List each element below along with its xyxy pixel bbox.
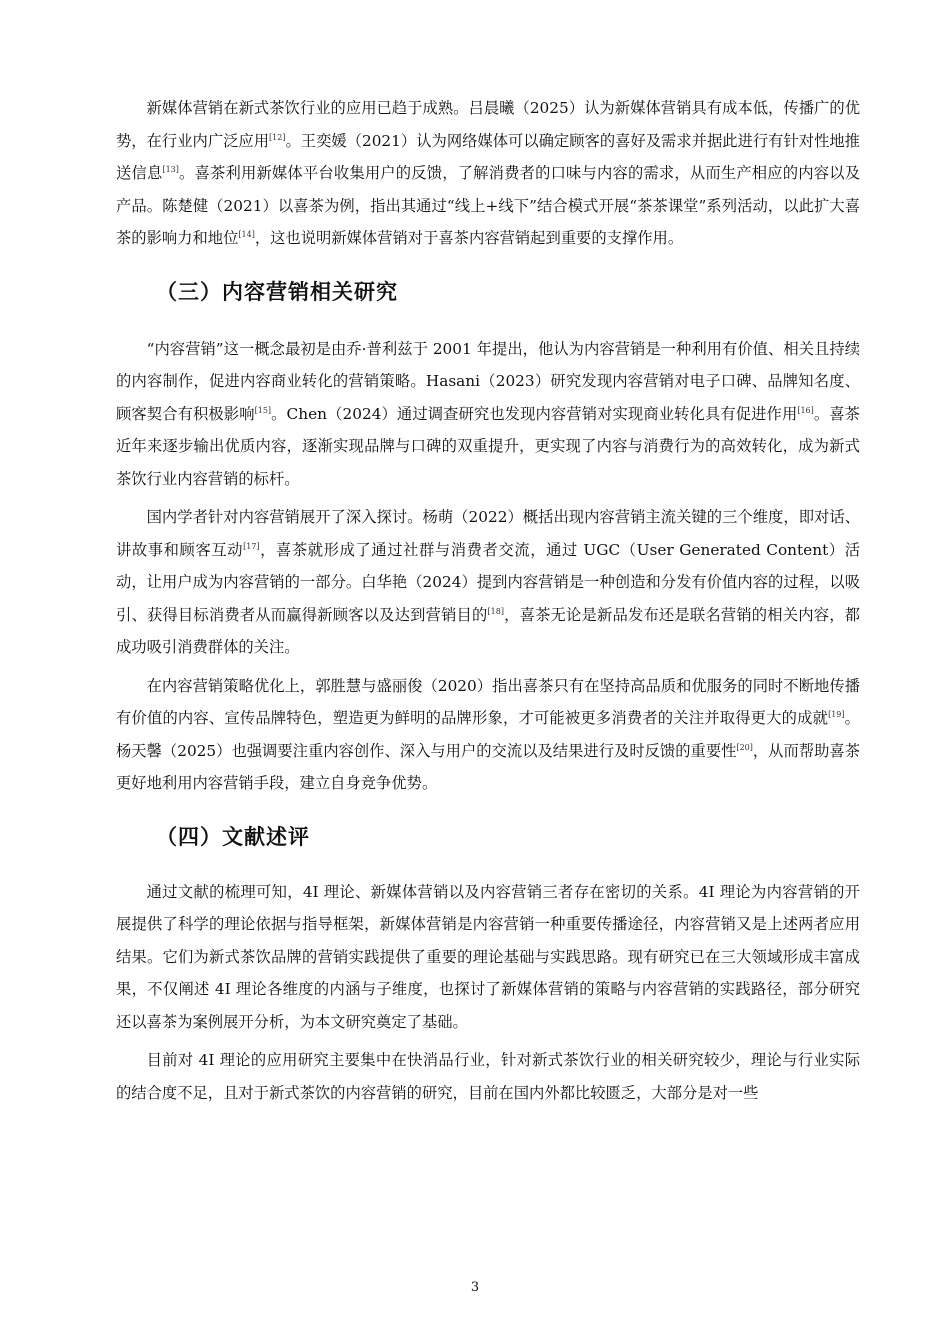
paragraph-text: 。喜茶利用新媒体平台收集用户的反馈，了解消费者的口味与内容的需求，从而生产相应的内容以及产品。陈楚健（2021）以喜茶为例，指出其通过“线上+线下”结合模式开展“茶茶课堂”系列活动，以此扩大喜茶的影响力和地位 (116, 164, 860, 247)
section-heading-content-marketing: （三）内容营销相关研究 (156, 279, 398, 304)
paragraph-text: 在内容营销策略优化上，郭胜慧与盛丽俊（2020）指出喜茶只有在坚持高品质和优服务的同时不断地传播有价值的内容、宣传品牌特色，塑造更为鲜明的品牌形象，才可能被更多消费者的关注并取得更大的成就 (116, 676, 860, 727)
citation-12: [12] (269, 132, 286, 142)
section-heading-literature-review: （四）文献述评 (156, 824, 310, 849)
paragraph-text: 。喜茶近年来逐步输出优质内容，逐渐实现品牌与口碑的双重提升，更实现了内容与消费行为的高效转化，成为新式茶饮行业内容营销的标杆。 (116, 404, 860, 488)
citation-14: [14] (238, 230, 255, 239)
citation-18: [18] (487, 606, 504, 616)
paragraph-research-gap: 目前对 4I 理论的应用研究主要集中在快消品行业，针对新式茶饮行业的相关研究较少，理论与行业实际的结合度不足，且对于新式茶饮的内容营销的研究，目前在国内外都比较匮乏，大部分是对一些 (116, 1051, 860, 1102)
citation-16: [16] (797, 405, 814, 415)
paragraph-strategy-optimization (116, 670, 860, 800)
paragraph-text: 国内学者针对内容营销展开了深入探讨。杨萌（2022）概括出现内容营销主流关键的三个维度，即对话、讲故事和顾客互动 (116, 508, 860, 559)
citation-20: [20] (736, 742, 753, 752)
paragraph-new-media-marketing (116, 92, 860, 255)
citation-15: [15] (254, 405, 272, 415)
paragraph-text: ，从而帮助喜茶更好地利用内容营销手段，建立自身竞争优势。 (116, 741, 860, 792)
page-body (116, 92, 860, 1109)
paragraph-text: ，这也说明新媒体营销对于喜茶内容营销起到重要的支撑作用。 (254, 229, 684, 247)
paragraph-text: 。Chen（2024）通过调查研究也发现内容营销对实现商业转化具有促进作用 (271, 404, 798, 423)
paragraph-text: ，喜茶就形成了通过社群与消费者交流，通过 UGC（User Generated Content）活动，让用户成为内容营销的一部分。白华艳（2024）提到内容营销是一种创造和分发有价值内容的过程，以吸引、获得目标消费者从而赢得新顾客以及达到营销目的 (116, 540, 860, 624)
paragraph-text: 。王奕媛（2021）认为网络媒体可以确定顾客的喜好及需求并据此进行有针对性地推送信息 (116, 131, 860, 182)
paragraph-text: 。杨天馨（2025）也强调要注重内容创作、深入与用户的交流以及结果进行及时反馈的重要性 (116, 709, 860, 760)
paragraph-text: 新媒体营销在新式茶饮行业的应用已趋于成熟。吕晨曦（2025）认为新媒体营销具有成本低，传播广的优势，在行业内广泛应用 (116, 99, 860, 150)
citation-17: [17] (243, 541, 260, 551)
paragraph-content-marketing-definition (116, 333, 860, 496)
paragraph-text: ，喜茶无论是新品发布还是联名营销的相关内容，都成功吸引消费群体的关注。 (116, 605, 860, 656)
paragraph-literature-summary: 通过文献的梳理可知，4I 理论、新媒体营销以及内容营销三者存在密切的关系。4I 理论为内容营销的开展提供了科学的理论依据与指导框架，新媒体营销是内容营销一种重要传播途径，内容营销又是上述两者应用结果。它们为新式茶饮品牌的营销实践提供了重要的理论基础与实践思路。现有研究已在三大领域形成丰富成果，不仅阐述 4I 理论各维度的内涵与子维度，也探讨了新媒体营销的策略与内容营销的实践路径，部分研究还以喜茶为案例展开分析，为本文研究奠定了基础。 (116, 882, 860, 1031)
paragraph-text: “内容营销”这一概念最初是由乔·普利兹于 2001 年提出，他认为内容营销是一种利用有价值、相关且持续的内容制作，促进内容商业转化的营销策略。Hasani（2023）研究发现内容营销对电子口碑、品牌知名度、顾客契合有积极影响 (116, 339, 860, 423)
citation-19: [19] (828, 710, 845, 719)
citation-13: [13] (162, 165, 179, 174)
page-number: 3 (470, 1280, 480, 1295)
paragraph-domestic-research (116, 501, 860, 664)
